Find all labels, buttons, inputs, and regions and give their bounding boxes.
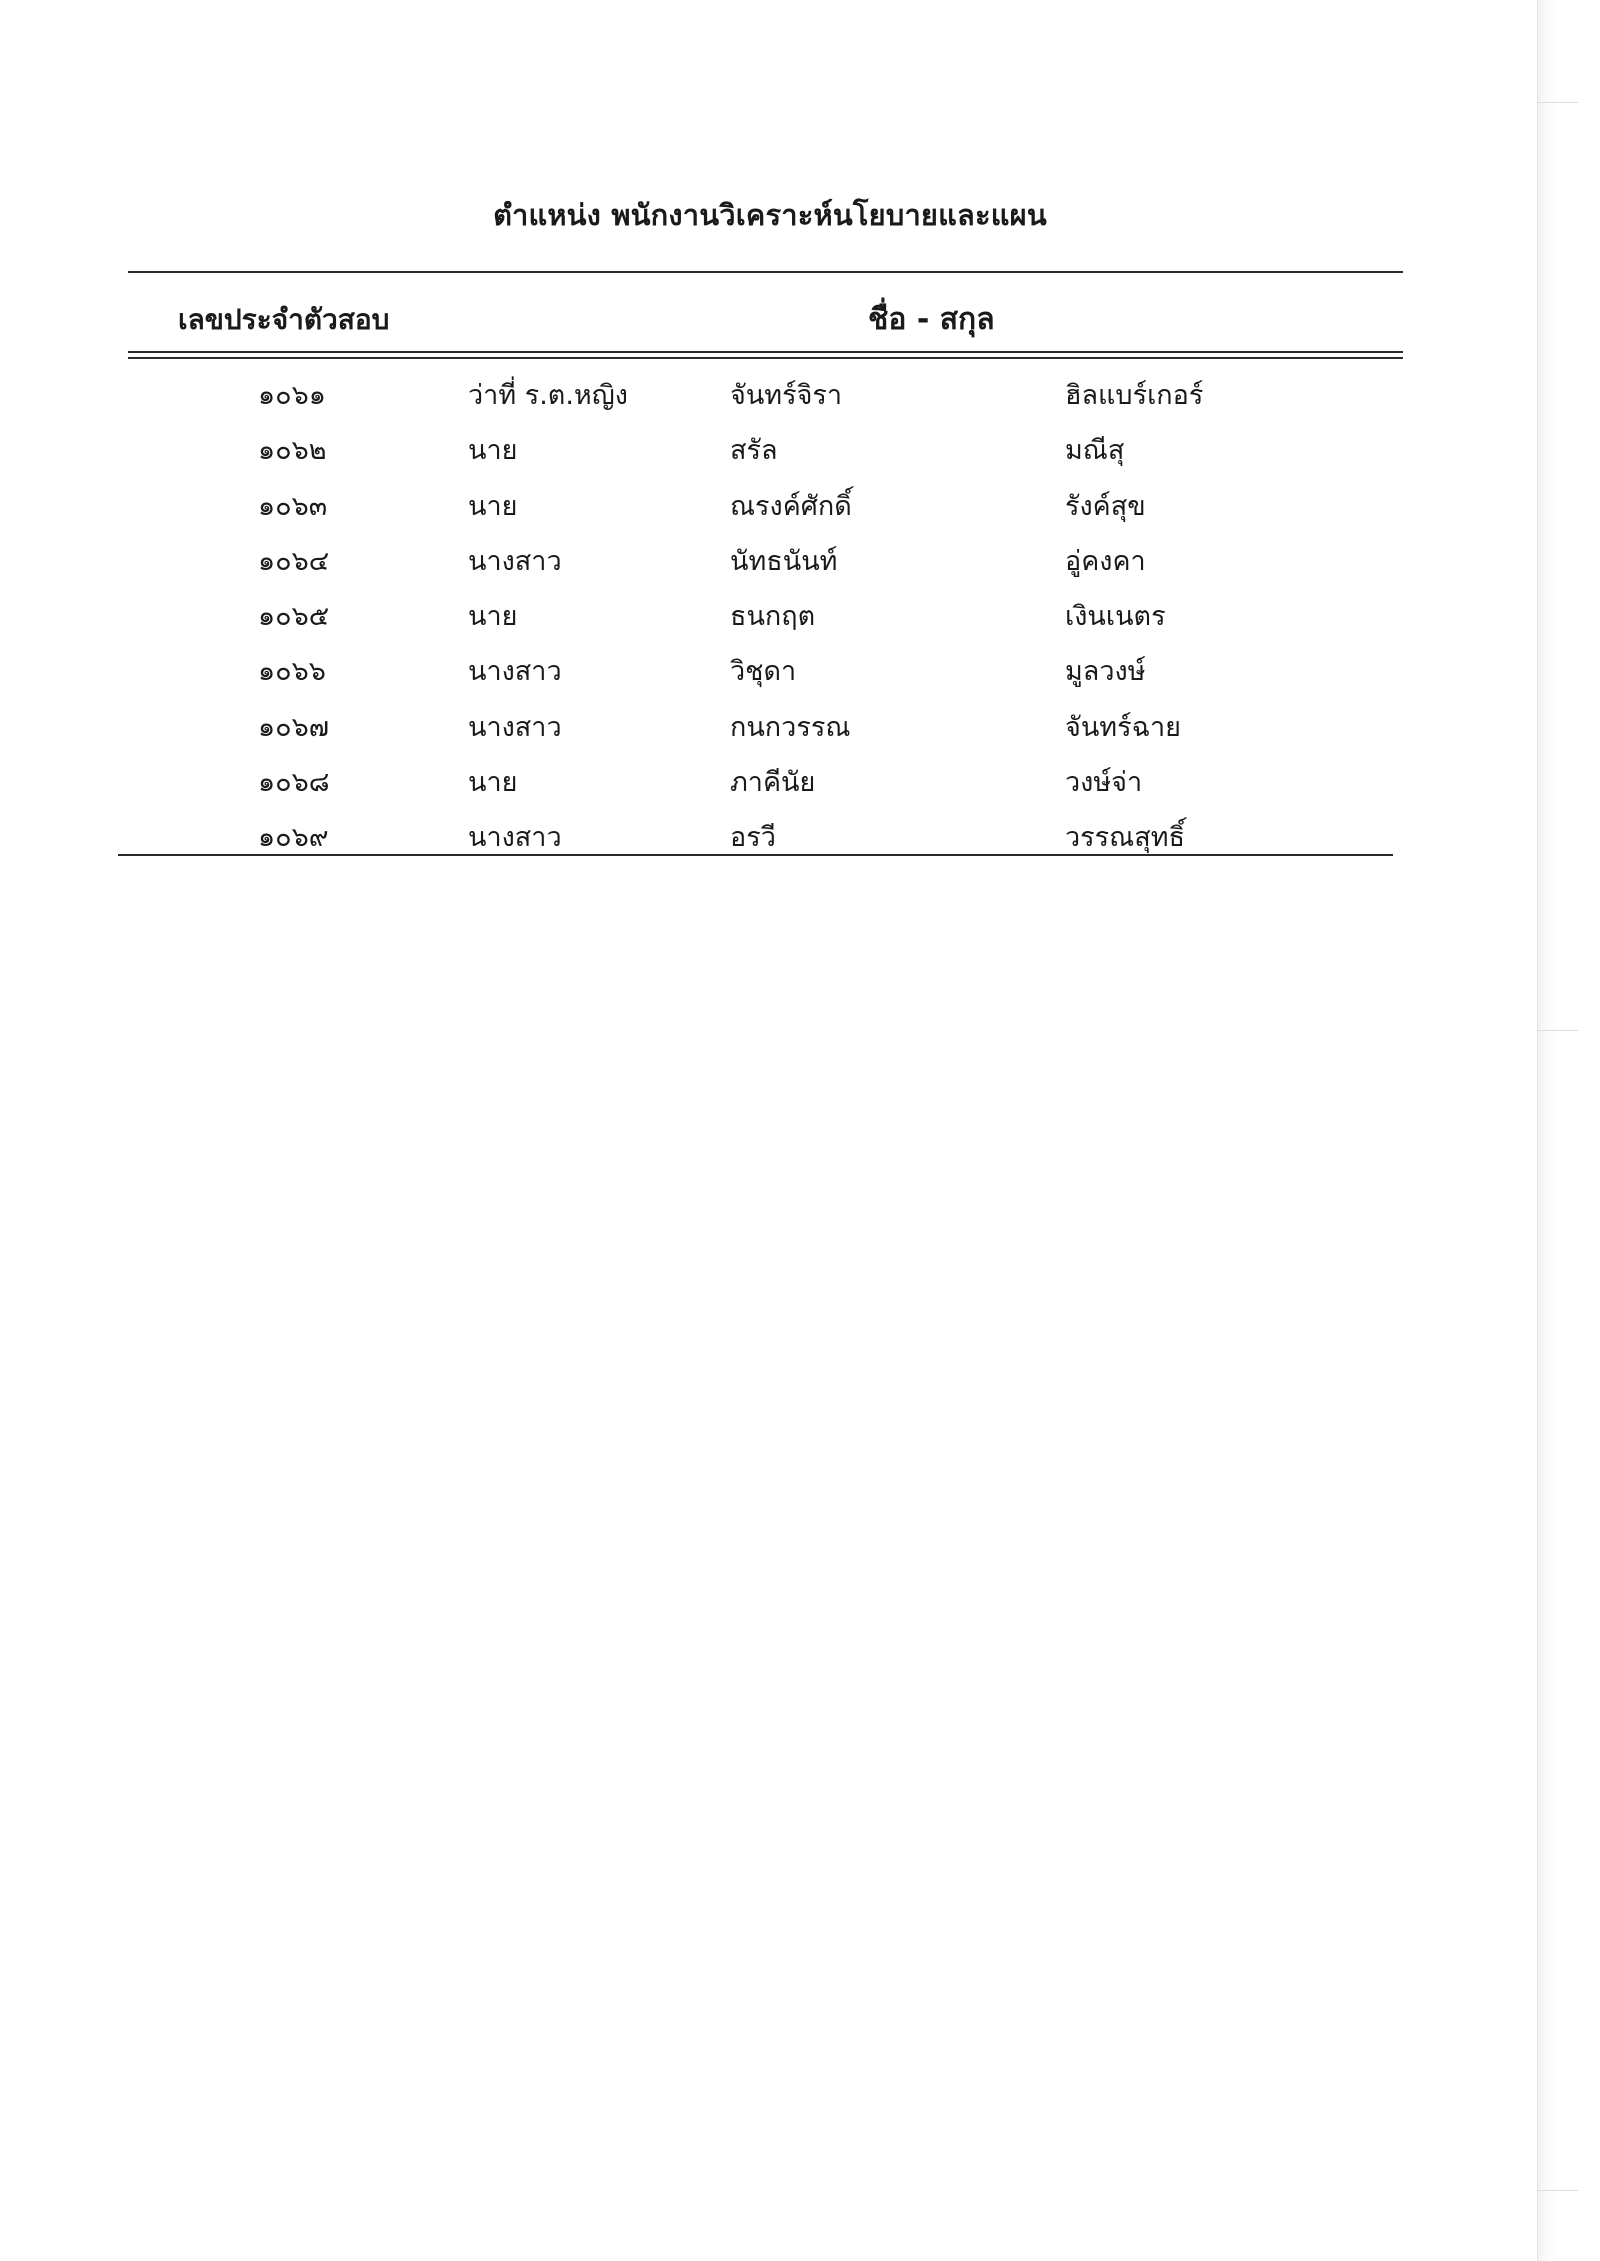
- scanned-page-edge: [1537, 0, 1600, 2261]
- cell-first-name: ธนกฤต: [730, 601, 816, 633]
- cell-last-name: จันทร์ฉาย: [1065, 711, 1181, 743]
- header-exam-id: เลขประจำตัวสอบ: [178, 303, 390, 336]
- cell-last-name: อู่คงคา: [1065, 545, 1146, 577]
- table-row: [0, 585, 1540, 640]
- cell-last-name: รังค์สุข: [1065, 490, 1146, 522]
- table-row: [0, 530, 1540, 585]
- edge-mark: [1538, 2190, 1578, 2191]
- cell-prefix: นาย: [468, 435, 518, 467]
- cell-exam-id: ๑๐๖๗: [258, 711, 330, 743]
- cell-first-name: อรวี: [730, 822, 776, 854]
- cell-prefix: นางสาว: [468, 711, 562, 743]
- cell-first-name: นัทธนันท์: [730, 545, 838, 577]
- cell-first-name: กนกวรรณ: [730, 711, 851, 743]
- cell-first-name: วิชุดา: [730, 656, 797, 688]
- cell-last-name: เงินเนตร: [1065, 601, 1166, 633]
- cell-exam-id: ๑๐๖๑: [258, 380, 326, 411]
- header-double-rule-lower: [128, 357, 1403, 359]
- cell-prefix: นางสาว: [468, 656, 562, 688]
- cell-exam-id: ๑๐๖๓: [258, 490, 328, 522]
- candidate-table-body: [0, 364, 1540, 862]
- cell-last-name: วงษ์จ่า: [1065, 767, 1143, 799]
- table-top-rule: [128, 271, 1403, 273]
- table-row: [0, 640, 1540, 695]
- table-row: [0, 475, 1540, 530]
- header-double-rule-upper: [128, 351, 1403, 353]
- cell-prefix: นางสาว: [468, 545, 562, 577]
- cell-first-name: ณรงค์ศักดิ์: [730, 490, 852, 522]
- cell-first-name: จันทร์จิรา: [730, 380, 843, 411]
- cell-prefix: นาย: [468, 490, 518, 522]
- table-bottom-rule: [118, 854, 1393, 856]
- document-title: ตำแหน่ง พนักงานวิเคราะห์นโยบายและแผน: [493, 198, 1047, 232]
- cell-last-name: มูลวงษ์: [1065, 656, 1146, 688]
- cell-prefix: นาย: [468, 601, 518, 633]
- cell-last-name: ฮิลแบร์เกอร์: [1065, 380, 1204, 411]
- table-row: [0, 364, 1540, 419]
- table-row: [0, 419, 1540, 474]
- header-full-name: ชื่อ - สกุล: [868, 302, 995, 337]
- cell-exam-id: ๑๐๖๖: [258, 656, 326, 688]
- cell-prefix: นาย: [468, 767, 518, 799]
- table-row: [0, 696, 1540, 751]
- cell-first-name: สรัล: [730, 435, 778, 467]
- table-row: [0, 751, 1540, 806]
- edge-mark: [1538, 102, 1578, 103]
- cell-exam-id: ๑๐๖๔: [258, 545, 330, 577]
- cell-last-name: วรรณสุทธิ์: [1065, 822, 1185, 854]
- cell-prefix: นางสาว: [468, 822, 562, 854]
- cell-first-name: ภาคีนัย: [730, 767, 816, 799]
- cell-exam-id: ๑๐๖๘: [258, 767, 330, 799]
- edge-mark: [1538, 1030, 1578, 1031]
- cell-exam-id: ๑๐๖๕: [258, 601, 330, 633]
- cell-prefix: ว่าที่ ร.ต.หญิง: [468, 380, 628, 411]
- cell-exam-id: ๑๐๖๙: [258, 822, 329, 854]
- cell-last-name: มณีสุ: [1065, 435, 1125, 467]
- cell-exam-id: ๑๐๖๒: [258, 435, 327, 467]
